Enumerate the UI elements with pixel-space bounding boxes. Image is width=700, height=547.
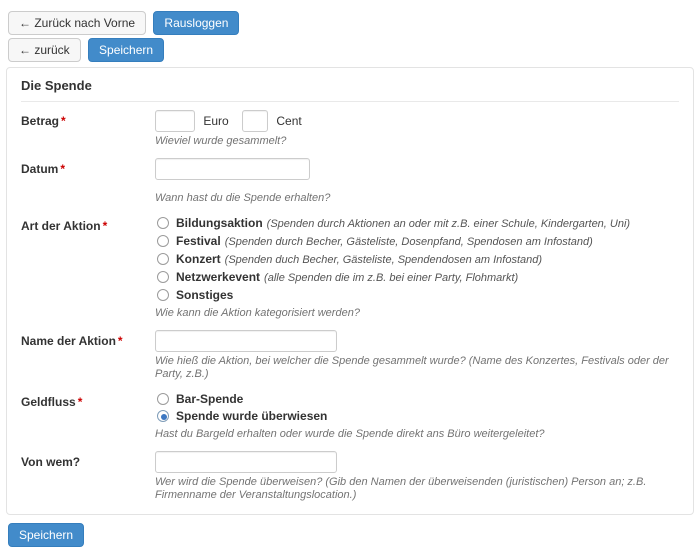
art-der-aktion-control [155,215,679,320]
radio-option-festival[interactable]: Festival (Spenden durch Becher, Gästeliste, Dosenpfand, Spendosen am Infostand) [155,233,679,251]
required-asterisk: * [77,395,83,409]
radio-option-konzert[interactable]: Konzert (Spenden duch Becher, Gästeliste, Spendendosen am Infostand) [155,251,679,269]
radio-icon-selected[interactable] [157,410,169,422]
betrag-control [155,110,679,148]
radio-icon[interactable] [157,271,169,283]
betrag-euro-input[interactable] [155,110,195,132]
top-toolbar [0,0,700,62]
radio-option-netzwerkevent[interactable]: Netzwerkevent (alle Spenden die im z.B. bei einer Party, Flohmarkt) [155,269,679,287]
radio-icon[interactable] [157,289,169,301]
back-button[interactable]: ← zurück [8,38,81,62]
radio-icon[interactable] [157,253,169,265]
radio-option-spende-ueberwiesen[interactable]: Spende wurde überwiesen [155,408,679,425]
save-button-top[interactable]: Speichern [88,38,164,62]
required-asterisk: * [102,219,108,233]
toolbar-row-2 [8,38,692,62]
euro-unit-label: Euro [203,114,229,128]
cent-unit-label: Cent [276,114,302,128]
radio-icon[interactable] [157,235,169,247]
art-der-aktion-label: Art der Aktion * [21,219,108,233]
name-der-aktion-control [155,330,679,381]
field-row-geldfluss [21,391,679,441]
geldfluss-help: Hast du Bargeld erhalten oder wurde die Spende direkt ans Büro weitergeleitet? [155,428,545,440]
spende-form-panel [6,67,694,515]
datum-label: Datum * [21,162,66,176]
radio-icon[interactable] [157,217,169,229]
betrag-cent-input[interactable] [242,110,268,132]
von-wem-control [155,451,679,502]
radio-option-bildungsaktion[interactable]: Bildungsaktion (Spenden durch Aktionen an oder mit z.B. einer Schule, Kindergarten, Uni) [155,215,679,233]
betrag-label: Betrag * [21,114,66,128]
name-der-aktion-label: Name der Aktion * [21,334,123,348]
back-forward-button[interactable]: ← Zurück nach Vorne [8,11,146,35]
von-wem-help: Wer wird die Spende überweisen? (Gib den Namen der überweisenden (juristischen) Person an; z.B. Firmenname der Veranstaltungslocation.) [155,476,647,501]
panel-title: Die Spende [21,76,679,102]
radio-option-bar-spende[interactable]: Bar-Spende [155,391,679,408]
name-der-aktion-help: Wie hieß die Aktion, bei welcher die Spende gesammelt wurde? (Name des Konzertes, Festivals oder der Party, z.B.) [155,355,669,380]
required-asterisk: * [60,162,66,176]
name-der-aktion-input[interactable] [155,330,337,352]
logout-button[interactable]: Rausloggen [153,11,239,35]
von-wem-input[interactable] [155,451,337,473]
datum-input[interactable] [155,158,310,180]
radio-icon[interactable] [157,393,169,405]
geldfluss-control [155,391,679,441]
datum-help: Wann hast du die Spende erhalten? [155,192,331,204]
field-row-datum [21,158,679,205]
field-row-art-der-aktion [21,215,679,320]
betrag-help: Wieviel wurde gesammelt? [155,135,287,147]
von-wem-label: Von wem? [21,455,81,469]
toolbar-row-1 [8,11,692,35]
art-der-aktion-help: Wie kann die Aktion kategorisiert werden? [155,307,360,319]
footer-toolbar [0,515,700,547]
datum-control [155,158,679,205]
geldfluss-label: Geldfluss * [21,395,83,409]
radio-option-sonstiges[interactable]: Sonstiges [155,287,679,304]
field-row-name-der-aktion [21,330,679,381]
required-asterisk: * [117,334,123,348]
required-asterisk: * [61,114,66,128]
field-row-betrag [21,110,679,148]
field-row-von-wem [21,451,679,502]
save-button-bottom[interactable]: Speichern [8,523,84,547]
